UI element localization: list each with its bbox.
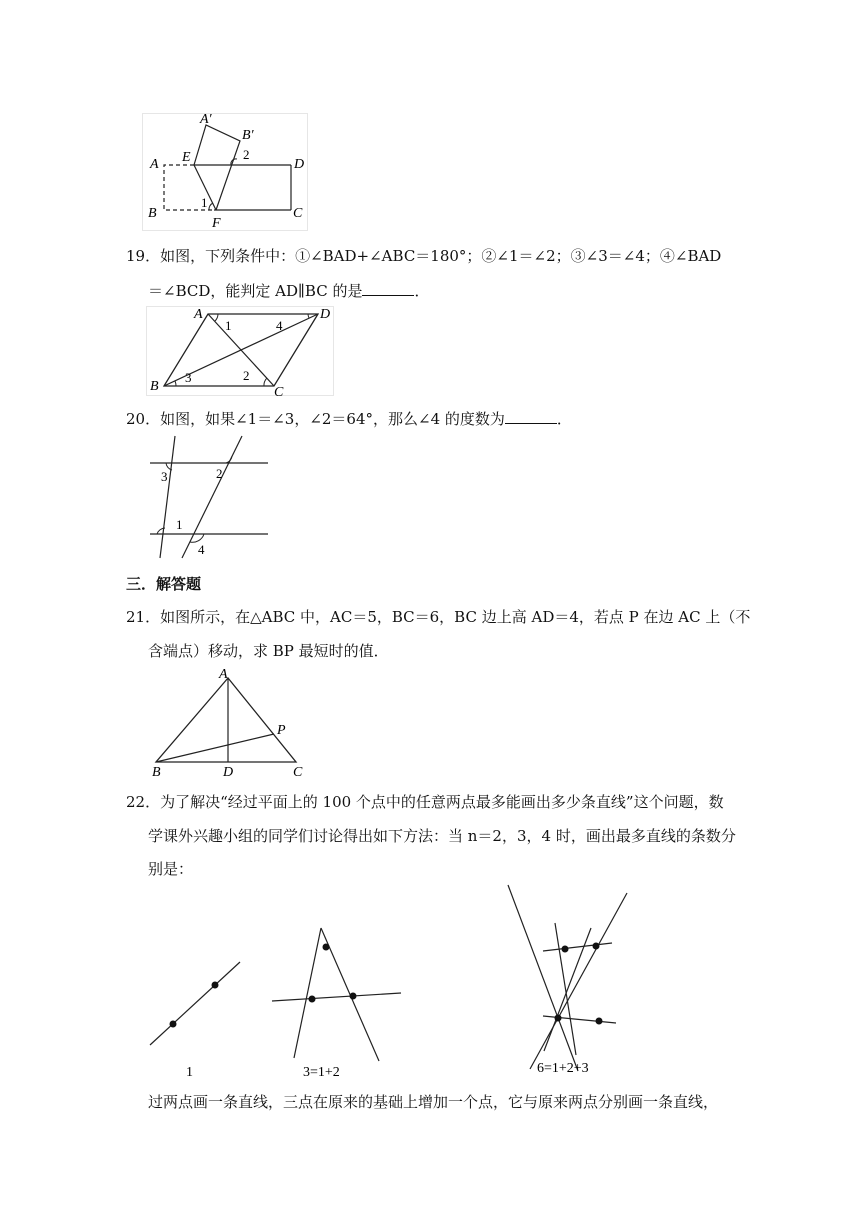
parallelogram-figure bbox=[146, 306, 334, 396]
caption-three-points: 3=1+2 bbox=[303, 1065, 340, 1080]
q22-line3 bbox=[148, 859, 193, 879]
caption-four-points: 6=1+2+3 bbox=[537, 1061, 589, 1076]
label-b: B bbox=[148, 206, 157, 221]
q20-line1 bbox=[126, 409, 572, 429]
angle-label-1: 1 bbox=[225, 318, 232, 333]
label-f: F bbox=[212, 216, 221, 231]
label-c: C bbox=[293, 206, 303, 221]
q22-line1 bbox=[126, 792, 724, 812]
label-d: D bbox=[294, 157, 305, 172]
q19-text-end: ． bbox=[414, 282, 430, 300]
angle-label-2: 2 bbox=[216, 466, 223, 481]
q19-line1 bbox=[126, 246, 721, 266]
q20-answer-blank[interactable] bbox=[505, 409, 557, 424]
q19-line2 bbox=[148, 281, 430, 301]
label-d: D bbox=[320, 307, 331, 322]
q22-text-line3: 别是： bbox=[148, 860, 194, 878]
label-c: C bbox=[293, 765, 303, 780]
q19-number: 19． bbox=[126, 247, 161, 265]
q19-answer-blank[interactable] bbox=[362, 281, 414, 296]
q21-number: 21． bbox=[126, 608, 161, 626]
label-a: A bbox=[194, 307, 203, 322]
angle-label-3: 3 bbox=[185, 370, 192, 385]
q20-text-end: ． bbox=[556, 410, 572, 428]
q22-text-line2: 学课外兴趣小组的同学们讨论得出如下方法：当 n＝2，3，4 时，画出最多直线的条数分 bbox=[148, 827, 736, 845]
q21-line1 bbox=[126, 607, 750, 627]
label-a: A bbox=[150, 157, 159, 172]
label-a: A bbox=[219, 668, 228, 682]
label-two: 2 bbox=[243, 147, 250, 162]
q21-text-line1: 如图所示，在△ABC 中，AC＝5，BC＝6，BC 边上高 AD＝4，若点 P 在边 AC 上（不 bbox=[160, 608, 751, 626]
caption-two-points: 1 bbox=[186, 1065, 193, 1080]
parallel-lines-figure bbox=[146, 432, 270, 560]
points-lines-figure bbox=[146, 883, 636, 1081]
label-b: B bbox=[152, 765, 161, 780]
label-d: D bbox=[223, 765, 234, 780]
triangle-figure bbox=[146, 668, 316, 780]
label-e: E bbox=[182, 150, 191, 165]
q21-line2 bbox=[148, 641, 389, 661]
q19-text-line1: 如图，下列条件中：①∠BAD+∠ABC＝180°；②∠1＝∠2；③∠3＝∠4；④∠BAD bbox=[160, 247, 722, 265]
q19-text-line2: ＝∠BCD，能判定 AD∥BC 的是 bbox=[148, 282, 363, 300]
fold-rectangle-figure bbox=[142, 113, 308, 231]
q22-text-line4: 过两点画一条直线，三点在原来的基础上增加一个点，它与原来两点分别画一条直线， bbox=[148, 1093, 719, 1111]
q21-text-line2: 含端点）移动，求 BP 最短时的值． bbox=[148, 642, 389, 660]
label-one: 1 bbox=[201, 195, 208, 210]
label-c: C bbox=[274, 385, 284, 396]
q22-number: 22． bbox=[126, 793, 161, 811]
angle-label-2: 2 bbox=[243, 368, 250, 383]
label-b: B bbox=[150, 379, 159, 394]
angle-label-1: 1 bbox=[176, 517, 183, 532]
section-title: 三．解答题 bbox=[126, 575, 202, 593]
angle-label-4: 4 bbox=[198, 542, 205, 557]
label-a-prime: A′ bbox=[200, 113, 212, 127]
q20-text: 如图，如果∠1＝∠3，∠2＝64°，那么∠4 的度数为 bbox=[160, 410, 505, 428]
angle-label-4: 4 bbox=[276, 318, 283, 333]
q22-line2 bbox=[148, 826, 736, 846]
q22-line4 bbox=[148, 1092, 718, 1112]
label-b-prime: B′ bbox=[242, 128, 254, 143]
label-p: P bbox=[277, 723, 286, 738]
q22-text-line1: 为了解决“经过平面上的 100 个点中的任意两点最多能画出多少条直线”这个问题，数 bbox=[160, 793, 724, 811]
angle-label-3: 3 bbox=[161, 469, 168, 484]
q20-number: 20． bbox=[126, 410, 161, 428]
